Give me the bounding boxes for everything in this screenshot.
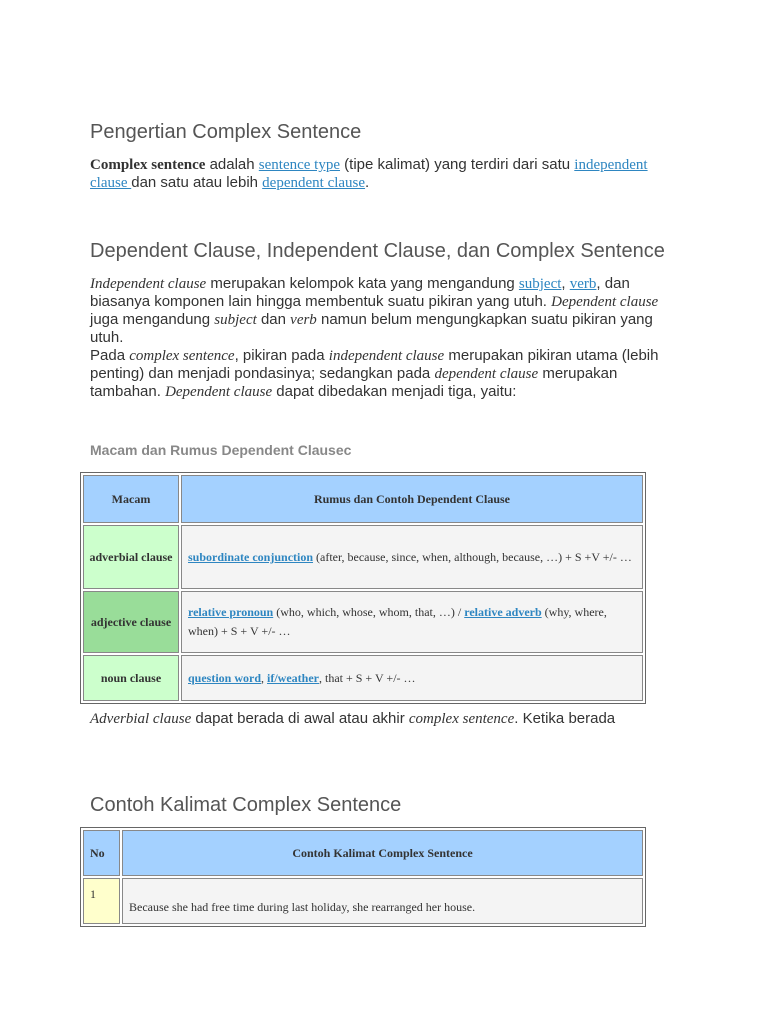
link-relative-adverb[interactable]: relative adverb bbox=[464, 605, 542, 619]
clause-formula-cell bbox=[181, 525, 643, 589]
text: adalah bbox=[205, 156, 259, 173]
text: , pikiran pada bbox=[234, 347, 329, 364]
italic-term: Dependent clause bbox=[165, 384, 273, 400]
text: Pada bbox=[90, 347, 130, 364]
link-question-word[interactable]: question word bbox=[188, 670, 262, 685]
section-title-macam: Macam dan Rumus Dependent Clausec bbox=[90, 442, 352, 458]
italic-term: dependent clause bbox=[434, 366, 539, 382]
table-header-row bbox=[83, 475, 643, 523]
text: dapat dibedakan menjadi tiga, yaitu: bbox=[272, 383, 517, 400]
text: (tipe kalimat) yang terdiri dari satu bbox=[340, 156, 575, 173]
row-number-cell: 1 bbox=[83, 878, 120, 924]
paragraph-definition bbox=[90, 156, 665, 192]
link-if-weather[interactable]: if/weather bbox=[267, 670, 319, 685]
text: (who, which, whose, whom, that, …) / bbox=[273, 605, 465, 619]
text: (after, because, since, when, although, because, …) + S +V +/- … bbox=[313, 549, 632, 564]
text: dapat berada di awal atau akhir bbox=[191, 710, 409, 727]
text: merupakan tambahan. bbox=[90, 365, 618, 400]
section-title-clauses: Dependent Clause, Independent Clause, dan Complex Sentence bbox=[90, 240, 665, 262]
paragraph-clauses bbox=[90, 275, 665, 401]
text: juga mengandung bbox=[90, 311, 215, 328]
table-header-cell: Rumus dan Contoh Dependent Clause bbox=[181, 475, 643, 523]
example-sentence-table bbox=[80, 827, 646, 927]
italic-term: Dependent clause bbox=[551, 294, 659, 310]
text: merupakan pikiran utama (lebih penting) dan menjadi pondasinya; sedangkan pada bbox=[90, 347, 659, 382]
italic-term: independent clause bbox=[328, 348, 445, 364]
dependent-clause-table bbox=[80, 472, 646, 704]
table-header-cell: Contoh Kalimat Complex Sentence bbox=[122, 830, 643, 876]
italic-term: subject bbox=[214, 312, 257, 328]
text: (why, where, when) + S + V +/- … bbox=[188, 605, 607, 638]
italic-term: complex sentence bbox=[408, 711, 515, 727]
table-row bbox=[83, 591, 643, 653]
clause-formula-cell bbox=[181, 591, 643, 653]
term-complex-sentence: Complex sentence bbox=[90, 157, 206, 173]
italic-term: Adverbial clause bbox=[90, 711, 192, 727]
link-dependent-clause[interactable]: dependent clause bbox=[262, 175, 366, 191]
table-header-cell: No bbox=[83, 830, 120, 876]
clause-type-cell: adjective clause bbox=[83, 591, 179, 653]
italic-term: Independent clause bbox=[90, 276, 207, 292]
clause-formula-cell bbox=[181, 655, 643, 701]
table-header-row bbox=[83, 830, 643, 876]
link-verb[interactable]: verb bbox=[569, 276, 597, 292]
table-row bbox=[83, 878, 643, 924]
text: , that + S + V +/- … bbox=[319, 670, 416, 685]
section-title-contoh: Contoh Kalimat Complex Sentence bbox=[90, 794, 402, 816]
link-subordinate-conjunction[interactable]: subordinate conjunction bbox=[188, 549, 314, 564]
text: . bbox=[365, 174, 370, 191]
section-title-pengertian: Pengertian Complex Sentence bbox=[90, 121, 362, 143]
paragraph-adverbial-note bbox=[90, 710, 690, 728]
clause-type-cell: noun clause bbox=[83, 655, 179, 701]
text: dan bbox=[256, 311, 291, 328]
italic-term: complex sentence bbox=[129, 348, 235, 364]
table-header-cell: Macam bbox=[83, 475, 179, 523]
link-sentence-type[interactable]: sentence type bbox=[258, 157, 341, 173]
text: merupakan kelompok kata yang mengandung bbox=[206, 275, 519, 292]
table-row bbox=[83, 655, 643, 701]
text: , dan biasanya komponen lain hingga membentuk suatu pikiran yang utuh. bbox=[90, 275, 630, 310]
link-independent-clause[interactable]: independent clause bbox=[90, 157, 648, 191]
link-relative-pronoun[interactable]: relative pronoun bbox=[188, 605, 274, 619]
text: dan satu atau lebih bbox=[131, 174, 263, 191]
table-row bbox=[83, 525, 643, 589]
italic-term: verb bbox=[290, 312, 317, 328]
example-sentence-cell: Because she had free time during last holiday, she rearranged her house. bbox=[122, 878, 643, 924]
text: , bbox=[261, 670, 268, 685]
text: namun belum mengungkapkan suatu pikiran yang utuh. bbox=[90, 311, 653, 346]
text: . Ketika berada bbox=[514, 710, 616, 727]
clause-type-cell: adverbial clause bbox=[83, 525, 179, 589]
text: , bbox=[561, 275, 570, 292]
link-subject[interactable]: subject bbox=[518, 276, 562, 292]
